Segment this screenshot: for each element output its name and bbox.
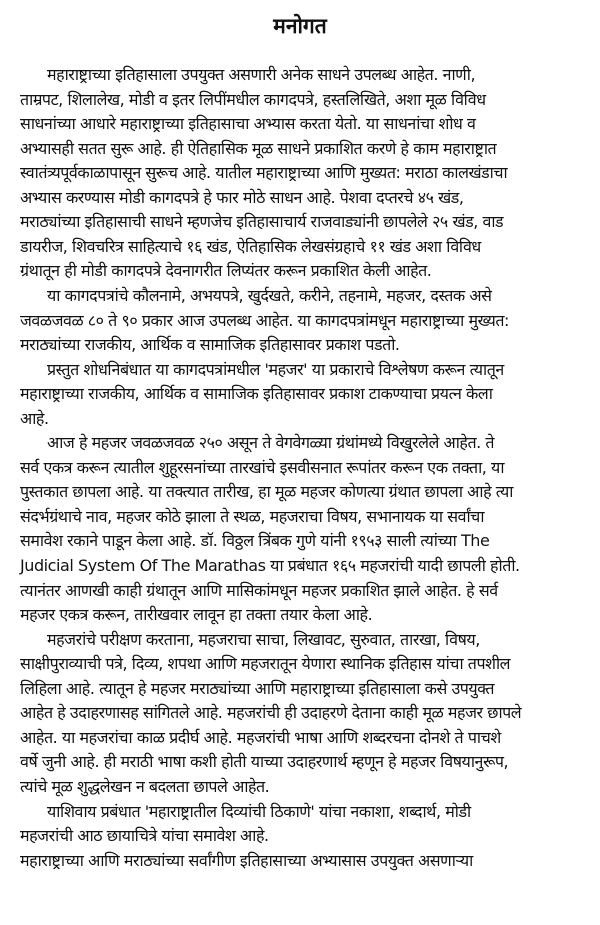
text-line: आज हे महजर जवळजवळ २५० असून ते वेगवेगळ्या ग्रंथांमध्ये विखुरलेले आहेत. ते (47, 433, 495, 452)
text-line: याशिवाय प्रबंधात 'महाराष्ट्रातील दिव्यांची ठिकाणे' यांचा नकाशा, शब्दार्थ, मोडी (47, 802, 471, 821)
text-line: महजरांची आठ छायाचित्रे यांचा समावेश आहे. (20, 826, 269, 845)
text-line: संदर्भग्रंथाचे नाव, महजर कोठे झाला ते स्थळ, महजराचा विषय, सभानायक या सर्वांचा (20, 507, 485, 526)
text-line: महाराष्ट्राच्या इतिहासाला उपयुक्त असणारी अनेक साधने उपलब्ध आहेत. नाणी, (47, 65, 476, 84)
text-line: त्यांचे मूळ शुद्धलेखन न बदलता छापले आहेत. (20, 777, 270, 796)
text-line: पुस्तकात छापला आहे. या तक्त्यात तारीख, हा मूळ महजर कोणत्या ग्रंथात छापला आहे त्या (20, 482, 513, 501)
text-line: महाराष्ट्राच्या राजकीय, आर्थिक व सामाजिक इतिहासावर प्रकाश टाकण्याचा प्रयत्न केला (20, 384, 493, 403)
text-line: महाराष्ट्राच्या आणि मराठ्यांच्या सर्वांगीण इतिहासाच्या अभ्यासास उपयुक्त असणाऱ्या (20, 851, 473, 870)
text-line: आहेत हे उदाहरणासह सांगितले आहे. महजरांची ही उदाहरणे देताना काही मूळ महजर छापले (20, 703, 522, 722)
text-line: मराठ्यांच्या राजकीय, आर्थिक व सामाजिक इतिहासावर प्रकाश पडतो. (20, 335, 400, 354)
text-line: महजर एकत्र करून, तारीखवार लावून हा तक्ता तयार केला आहे. (20, 605, 373, 624)
text-line: ताम्रपट, शिलालेख, मोडी व इतर लिपींमधील कागदपत्रे, हस्तलिखिते, अशा मूळ विविध (20, 90, 486, 109)
text-line: प्रस्तुत शोधनिबंधात या कागदपत्रांमधील 'महजर' या प्रकाराचे विश्लेषण करून त्यातून (47, 360, 504, 379)
text-line: लिहिला आहे. त्यातून हे महजर मराठ्यांच्या आणि महाराष्ट्राच्या इतिहासाला कसे उपयुक्त (20, 679, 495, 698)
text-line: मराठ्यांच्या इतिहासाची साधने म्हणजेच इतिहासाचार्य राजवाड्यांनी छापलेले २५ खंड, वाड (20, 212, 504, 231)
text-line: समावेश रकाने पाडून केला आहे. डॉ. विठ्ठल त्रिंबक गुणे यांनी १९५३ साली त्यांच्या The (20, 531, 490, 550)
text-line: साधनांच्या आधारे महाराष्ट्राच्या इतिहासाचा अभ्यास करता येतो. या साधनांचा शोध व (20, 114, 476, 133)
text-line: त्यानंतर आणखी काही ग्रंथातून आणि मासिकांमधून महजर प्रकाशित झाले आहेत. हे सर्व (20, 581, 498, 600)
text-line: साक्षीपुराव्याची पत्रे, दिव्य, शपथा आणि महजरातून येणारा स्थानिक इतिहास यांचा तपशील (20, 654, 511, 673)
text-line: सर्व एकत्र करून त्यातील शुहूरसनांच्या तारखांचे इसवीसनात रूपांतर करून एक तक्ता, या (20, 458, 505, 477)
page-title: मनोगत (273, 14, 327, 38)
text-line: ग्रंथातून ही मोडी कागदपत्रे देवनागरीत लिप्यंतर करून प्रकाशित केली आहेत. (20, 261, 432, 280)
text-line: अभ्यासही सतत सुरू आहे. ही ऐतिहासिक मूळ साधने प्रकाशित करणे हे काम महाराष्ट्रात (20, 139, 497, 158)
text-line: वर्षे जुनी आहे. ही मराठी भाषा कशी होती याच्या उदाहरणार्थ म्हणून हे महजर विषयानुरूप, (20, 752, 509, 771)
text-line: Judicial System Of The Marathas या प्रबंधात १६५ महजरांची यादी छापली होती. (20, 556, 520, 575)
text-line: स्वातंत्र्यपूर्वकाळापासून सुरूच आहे. यातील महाराष्ट्राच्या आणि मुख्यत: मराठा कालखंडाचा (20, 163, 508, 182)
text-line: महजरांचे परीक्षण करताना, महजराचा साचा, लिखावट, सुरुवात, तारखा, विषय, (47, 630, 480, 649)
text-line: डायरीज, शिवचरित्र साहित्याचे १६ खंड, ऐतिहासिक लेखसंग्रहाचे ११ खंड अशा विविध (20, 237, 481, 256)
text-line: आहे. (20, 409, 49, 428)
text-line: जवळजवळ ८० ते ९० प्रकार आज उपलब्ध आहेत. या कागदपत्रांमधून महाराष्ट्राच्या मुख्यत: (20, 311, 509, 330)
text-line: या कागदपत्रांचे कौलनामे, अभयपत्रे, खुर्दखते, करीने, तहनामे, महजर, दस्तक असे (47, 286, 492, 305)
text-line: अभ्यास करण्यास मोडी कागदपत्रे हे फार मोठे साधन आहे. पेशवा दप्तरचे ४५ खंड, (20, 188, 464, 207)
text-line: आहेत. या महजरांचा काळ प्रदीर्घ आहे. महजरांची भाषा आणि शब्दरचना दोनशे ते पाचशे (20, 728, 501, 747)
